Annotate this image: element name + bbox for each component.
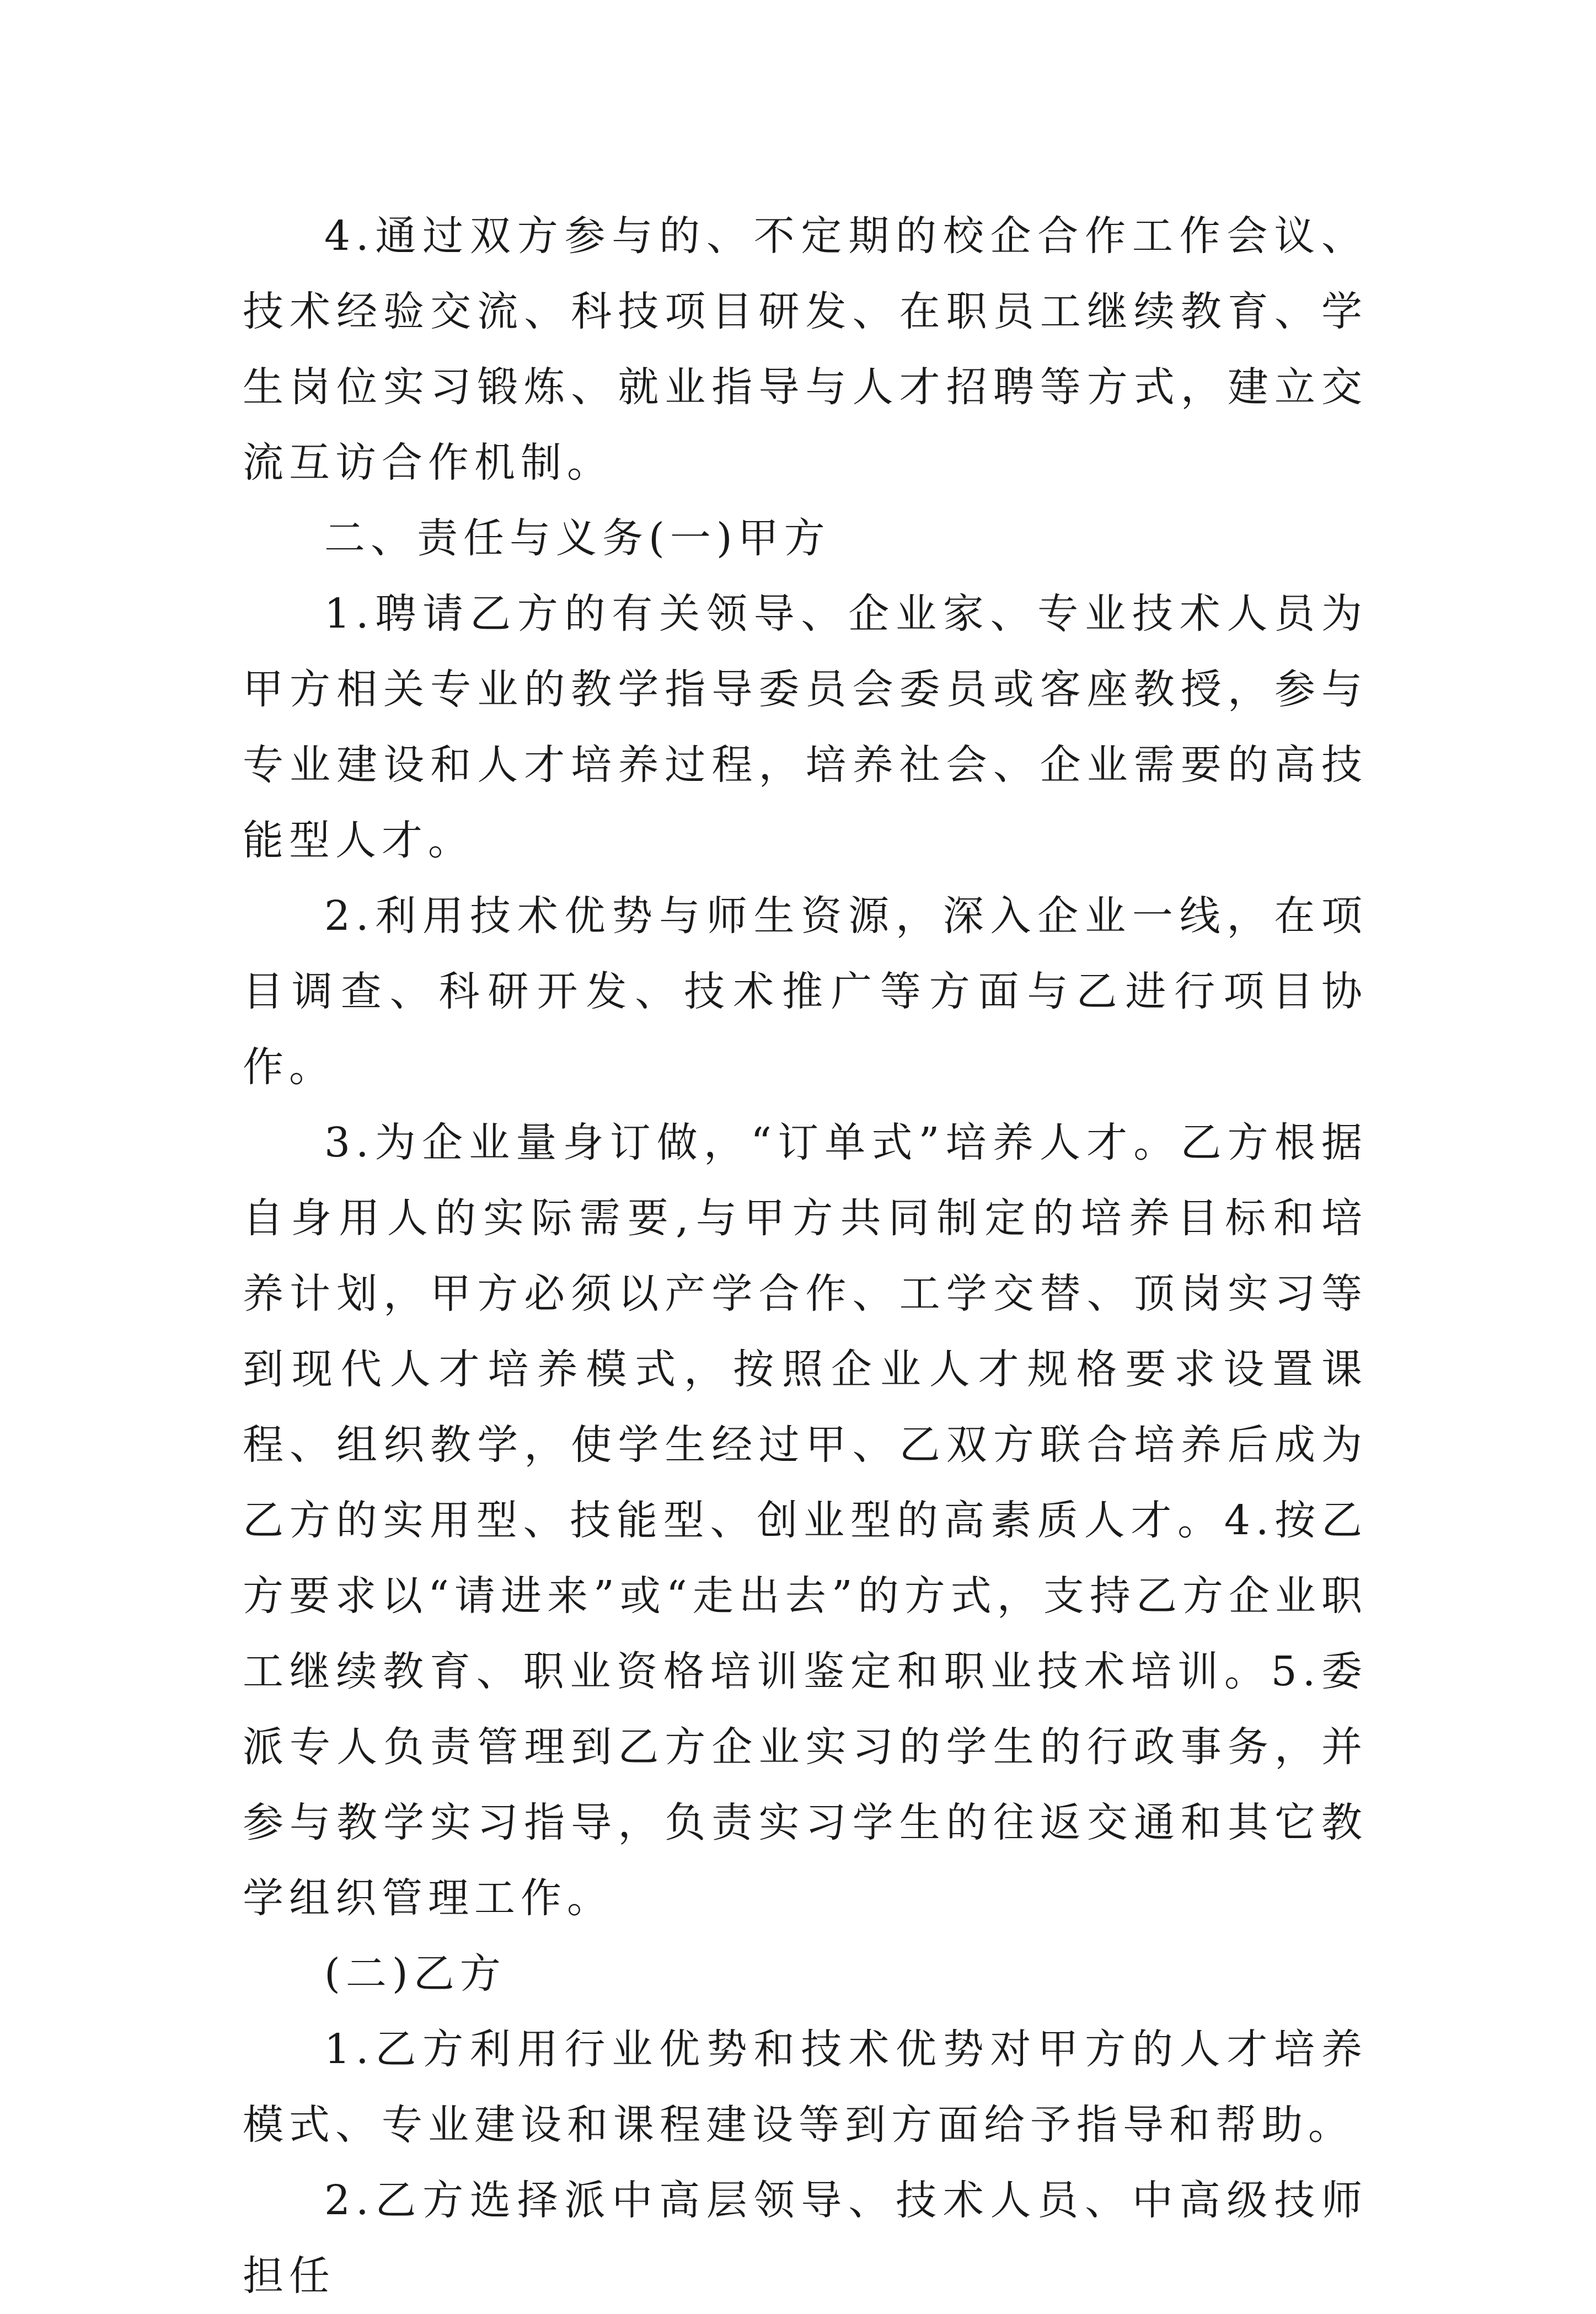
paragraph-party-a-item-1: 1.聘请乙方的有关领导、企业家、专业技术人员为甲方相关专业的教学指导委员会委员或客座教授，参与专业建设和人才培养过程，培养社会、企业需要的高技能型人才。 <box>243 590 1368 864</box>
paragraph-item-4-communication-mechanism: 4.通过双方参与的、不定期的校企合作工作会议、技术经验交流、科技项目研发、在职员工继续教育、学生岗位实习锻炼、就业指导与人才招聘等方式，建立交流互访合作机制。 <box>243 212 1368 486</box>
document-body <box>243 199 1368 2314</box>
paragraph-party-b-item-2: 2.乙方选择派中高层领导、技术人员、中高级技师担任 <box>243 2177 1368 2300</box>
paragraph-party-a-items-3-5: 3.为企业量身订做，“订单式”培养人才。乙方根据自身用人的实际需要,与甲方共同制定的培养目标和培养计划，甲方必须以产学合作、工学交替、顶岗实习等到现代人才培养模式，按照企业人才规格要求设置课程、组织教学，使学生经过甲、乙双方联合培养后成为乙方的实用型、技能型、创业型的高素质人才。4.按乙方要求以“请进来”或“走出去”的方式，支持乙方企业职工继续教育、职业资格培训鉴定和职业技术培训。5.委派专人负责管理到乙方企业实习的学生的行政事务，并参与教学实习指导，负责实习学生的往返交通和其它教学组织管理工作。 <box>243 1119 1368 1922</box>
section-heading-party-b: (二)乙方 <box>324 1950 506 1997</box>
paragraph-party-a-item-2: 2.利用技术优势与师生资源，深入企业一线，在项目调查、科研开发、技术推广等方面与乙进行项目协作。 <box>243 892 1368 1091</box>
paragraph-party-b-item-1: 1.乙方利用行业优势和技术优势对甲方的人才培养模式、专业建设和课程建设等到方面给予指导和帮助。 <box>243 2026 1368 2149</box>
section-heading-responsibilities-party-a: 二、责任与义务(一)甲方 <box>324 515 831 562</box>
